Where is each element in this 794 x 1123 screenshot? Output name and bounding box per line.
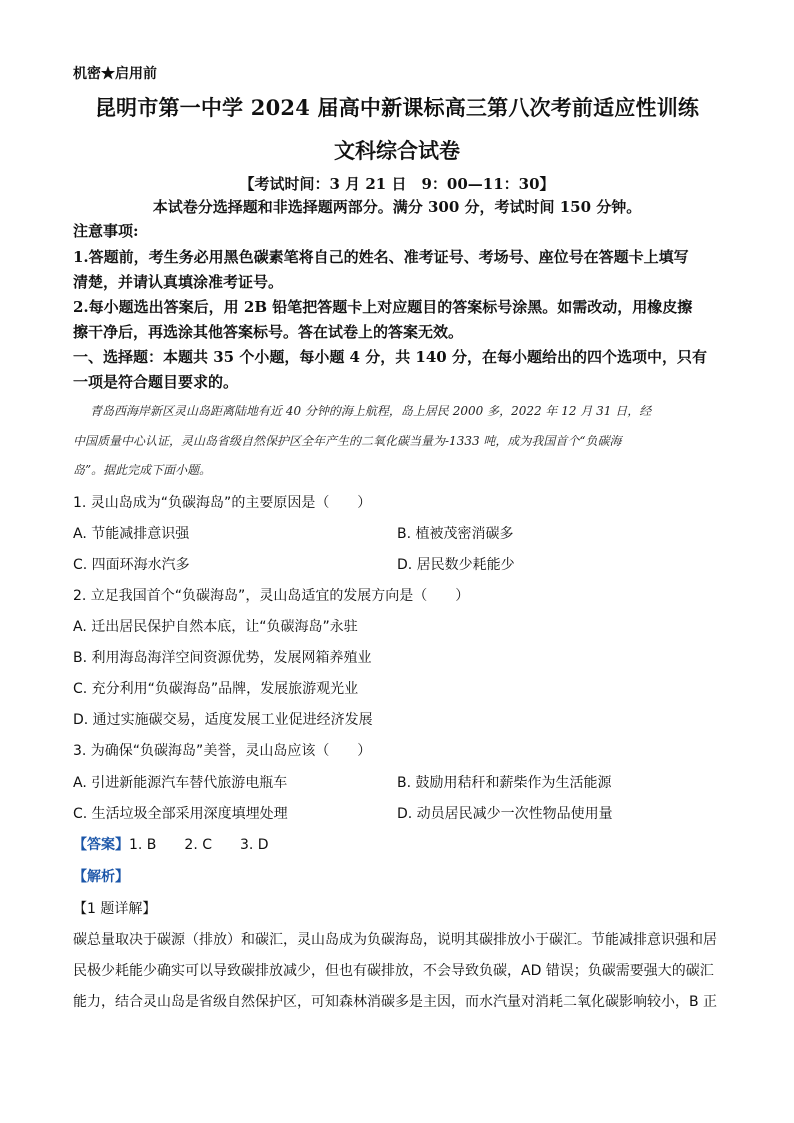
question-1-stem: 1. 灵山岛成为“负碳海岛”的主要原因是（ ） — [73, 495, 372, 511]
question-3-stem: 3. 为确保“负碳海岛”美誉，灵山岛应该（ ） — [73, 743, 372, 759]
analysis-label: 【解析】 — [73, 869, 129, 885]
question-2-option-d[interactable]: D. 通过实施碳交易，适度发展工业促进经济发展 — [73, 712, 373, 728]
passage-line-1: 青岛西海岸新区灵山岛距离陆地有近 40 分钟的海上航程，岛上居民 2000 多，2022 年 12 月 31 日，经 — [90, 404, 652, 418]
question-1-option-d[interactable]: D. 居民数少耗能少 — [397, 557, 515, 573]
answer-values: 1. B 2. C 3. D — [129, 837, 269, 853]
question-2-option-c[interactable]: C. 充分利用“负碳海岛”品牌，发展旅游观光业 — [73, 681, 359, 697]
question-2-stem: 2. 立足我国首个“负碳海岛”，灵山岛适宜的发展方向是（ ） — [73, 588, 470, 604]
analysis-line-2: 民极少耗能少确实可以导致碳排放减少，但也有碳排放，不会导致负碳，AD 错误；负碳需要强大的碳汇 — [73, 963, 714, 979]
exam-title: 昆明市第一中学 2024 届高中新课标高三第八次考前适应性训练 — [94, 95, 700, 120]
note-2-line-2: 擦干净后，再选涂其他答案标号。答在试卷上的答案无效。 — [73, 323, 464, 341]
question-1-option-b[interactable]: B. 植被茂密消碳多 — [397, 526, 514, 542]
question-2-option-b[interactable]: B. 利用海岛海洋空间资源优势，发展网箱养殖业 — [73, 650, 372, 666]
analysis-line-1: 碳总量取决于碳源（排放）和碳汇，灵山岛成为负碳海岛，说明其碳排放小于碳汇。节能减排意识强和居 — [73, 932, 717, 948]
question-3-option-b[interactable]: B. 鼓励用秸秆和薪柴作为生活能源 — [397, 775, 612, 791]
notes-heading: 注意事项: — [73, 222, 139, 240]
answer-label: 【答案】 — [73, 837, 129, 853]
passage-line-3: 岛”。据此完成下面小题。 — [73, 463, 212, 477]
question-1-option-a[interactable]: A. 节能减排意识强 — [73, 526, 190, 542]
question-3-option-a[interactable]: A. 引进新能源汽车替代旅游电瓶车 — [73, 775, 288, 791]
section-1-line-2: 一项是符合题目要求的。 — [73, 373, 239, 391]
confidential-label: 机密★启用前 — [73, 66, 157, 82]
question-1-option-c[interactable]: C. 四面环海水汽多 — [73, 557, 190, 573]
question-2-option-a[interactable]: A. 迁出居民保护自然本底，让“负碳海岛”永驻 — [73, 619, 358, 635]
exam-time: 【考试时间：3 月 21 日 9：00—11：30】 — [239, 175, 555, 193]
exam-subtitle: 文科综合试卷 — [334, 138, 460, 163]
section-1-line-1: 一、选择题：本题共 35 个小题，每小题 4 分，共 140 分，在每小题给出的四个选项中，只有 — [73, 348, 707, 366]
note-1-line-2: 清楚，并请认真填涂准考证号。 — [73, 273, 284, 291]
question-3-option-d[interactable]: D. 动员居民减少一次性物品使用量 — [397, 806, 613, 822]
analysis-sub-heading: 【1 题详解】 — [73, 901, 157, 917]
passage-line-2: 中国质量中心认证，灵山岛省级自然保护区全年产生的二氧化碳当量为-1333 吨，成为我国首个“负碳海 — [73, 434, 622, 448]
analysis-line-3: 能力，结合灵山岛是省级自然保护区，可知森林消碳多是主因，而水汽量对消耗二氧化碳影响较小，B 正 — [73, 994, 718, 1010]
question-3-option-c[interactable]: C. 生活垃圾全部采用深度填埋处理 — [73, 806, 288, 822]
answer-row — [73, 834, 269, 854]
note-1-line-1: 1.答题前，考生务必用黑色碳素笔将自己的姓名、准考证号、考场号、座位号在答题卡上填写 — [73, 248, 689, 266]
exam-intro: 本试卷分选择题和非选择题两部分。满分 300 分，考试时间 150 分钟。 — [152, 198, 642, 216]
note-2-line-1: 2.每小题选出答案后，用 2B 铅笔把答题卡上对应题目的答案标号涂黑。如需改动，用橡皮擦 — [73, 298, 693, 316]
